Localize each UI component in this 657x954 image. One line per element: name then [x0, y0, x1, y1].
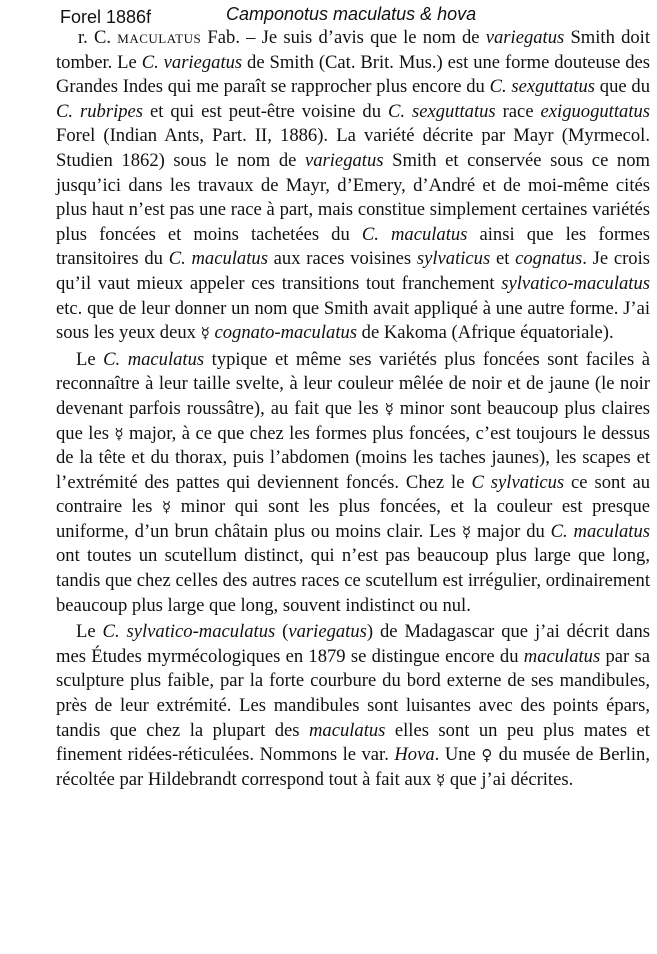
- taxon-name: C. maculatus: [168, 248, 268, 270]
- caste-symbol: ☿: [435, 770, 446, 789]
- text-run: que du: [595, 76, 650, 98]
- text-run: race: [495, 100, 541, 122]
- text-run: Smith et conservée sous ce nom jusqu’ici dans les travaux de Mayr, d’Emery, d’André et de moi-même cités plus haut n’est pas une race à part, mais constitue simplement certaines variétés plus foncées et moins tachetées du: [56, 149, 650, 245]
- caste-symbol: ♀: [481, 746, 494, 765]
- taxon-name: maculatus: [308, 719, 386, 741]
- species-name: maculatus: [117, 27, 202, 48]
- text-run: etc. que de leur donner un nom que Smith avait appliqué à une autre forme. J’ai sous les yeux deux: [56, 297, 650, 344]
- caste-symbol: ☿: [461, 522, 472, 541]
- text-run: (: [275, 621, 289, 643]
- text-run: Smith doit tomber. Le: [56, 27, 650, 73]
- taxon-name: C. maculatus: [103, 348, 205, 370]
- text-run: minor sont beaucoup plus claires que les: [56, 397, 650, 444]
- text-run: et qui est peut-être voisine du: [143, 100, 388, 122]
- paragraph-1: [56, 26, 650, 346]
- text-run: ont toutes un scutellum distinct, qui n’est pas beaucoup plus large que long, tandis que chez celles des autres races ce scutellum est irrégulier, ordinairement beaucoup plus large que long, souvent indistinct ou nul.: [56, 545, 650, 616]
- taxon-name: maculatus: [523, 645, 601, 667]
- taxon-name: exiguoguttatus: [540, 100, 651, 122]
- taxon-name: C. rubripes: [56, 100, 144, 122]
- caste-symbol: ☿: [384, 399, 394, 418]
- text-run: ce sont au contraire les: [56, 471, 651, 518]
- caste-symbol: ☿: [114, 424, 124, 443]
- text-run: que j’ai décrites.: [445, 768, 574, 790]
- taxon-name: sylvatico-maculatus: [501, 272, 650, 294]
- taxon-name: C. maculatus: [550, 520, 650, 542]
- taxon-name: Hova: [394, 744, 435, 766]
- text-run: ) de Madagascar que j’ai décrit dans mes Études myrmécologiques en 1879 se distingue encore du: [56, 621, 651, 667]
- text-run: Forel (Indian Ants, Part. II, 1886). La variété décrite par Mayr (Myrmecol. Studien 1862) sous le nom de: [56, 125, 650, 171]
- page-header: [54, 4, 654, 28]
- taxon-name: variegatus: [304, 149, 384, 171]
- taxon-name: variegatus: [288, 621, 367, 643]
- text-run: Fab. – Je suis d’avis que le nom de: [201, 27, 486, 48]
- paragraph-3: [56, 620, 650, 792]
- taxon-name: C. sexguttatus: [387, 100, 496, 122]
- text-run: ainsi que les formes transitoires du: [56, 223, 650, 270]
- taxon-name: C. maculatus: [361, 223, 468, 245]
- text-run: Le: [76, 348, 104, 370]
- taxon-name: cognatus: [515, 248, 583, 270]
- taxon-name: C. sexguttatus: [489, 76, 596, 98]
- text-run: aux races voisines: [267, 248, 417, 270]
- taxon-name: C sylvaticus: [471, 471, 565, 493]
- caste-symbol: ☿: [200, 324, 210, 343]
- text-run: . Une: [434, 744, 482, 766]
- taxon-name: C. variegatus: [141, 51, 243, 73]
- text-run: de Kakoma (Afrique équatoriale).: [357, 322, 614, 344]
- text-run: par sa sculpture plus faible, par la forte courbure du bord externe de ses mandibules, près de leur extrémité. Les mandibules sont luisantes avec des points épars, tandis que chez la plupart des: [56, 645, 650, 741]
- reference-label: Forel 1886f: [60, 7, 152, 27]
- taxon-name: sylvaticus: [416, 248, 491, 270]
- text-run: r. C.: [78, 27, 118, 48]
- taxon-name: cognato-maculatus: [214, 322, 358, 344]
- taxon-name: C. sylvatico-maculatus: [102, 621, 276, 643]
- text-run: typique et même ses variétés plus foncées sont faciles à reconnaître à leur taille svelte, à leur couleur mêlée de noir et de jaune (le noir devenant parfois roussâtre), au fait que les: [56, 348, 650, 419]
- text-run: elles sont un peu plus mates et finement ridées-réticulées. Nommons le var.: [56, 719, 650, 766]
- text-run: . Je crois qu’il vaut mieux appeler ces transitions tout franchement: [56, 248, 651, 294]
- text-run: du musée de Berlin, récoltée par Hildebrandt correspond tout à fait aux: [56, 744, 650, 790]
- text-run: Le: [76, 621, 103, 643]
- taxon-name: variegatus: [485, 27, 565, 48]
- text-run: minor qui sont les plus foncées, et la couleur est presque uniforme, d’un brun châtain plus ou moins clair. Les: [56, 496, 650, 542]
- text-run: et: [490, 248, 516, 270]
- text-run: de Smith (Cat. Brit. Mus.) est une forme douteuse des Grandes Indes qui me paraît se rapprocher plus encore du: [56, 51, 651, 98]
- taxon-title: Camponotus maculatus & hova: [226, 4, 477, 24]
- document-body: [56, 26, 650, 792]
- text-run: major du: [471, 520, 551, 542]
- paragraph-2: [56, 348, 650, 619]
- text-run: major, à ce que chez les formes plus foncées, c’est toujours le dessus de la tête et du thorax, puis l’abdomen (moins les taches jaunes), les scapes et l’extrémité des pattes qui deviennent foncés. Chez le: [56, 422, 650, 493]
- caste-symbol: ☿: [161, 498, 172, 517]
